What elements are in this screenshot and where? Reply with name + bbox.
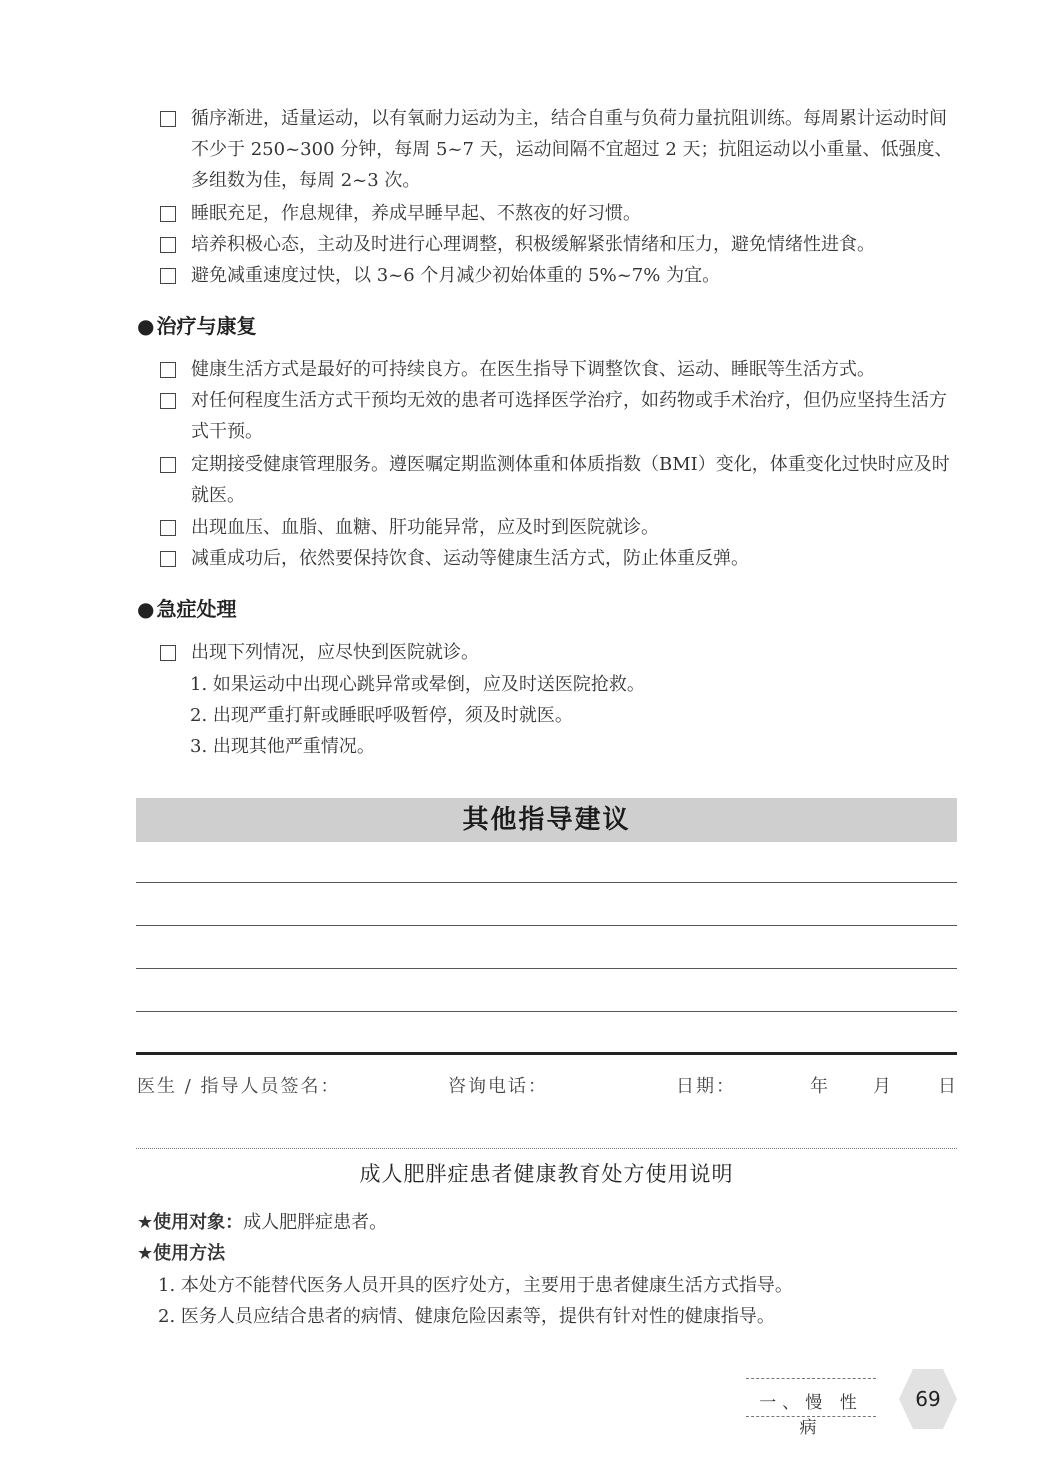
checkbox[interactable] [160, 393, 176, 409]
page-number: 69 [915, 1387, 941, 1411]
doctor-signature-label: 医生 / 指导人员签名： [137, 1076, 341, 1097]
checklist-text: 出现下列情况，应尽快到医院就诊。 [191, 642, 479, 663]
section-title: 急症处理 [156, 597, 237, 621]
other-advice-banner: 其他指导建议 [136, 798, 957, 842]
checklist-text: 健康生活方式是最好的可持续良方。在医生指导下调整饮食、运动、睡眠等生活方式。 [191, 359, 875, 380]
checklist-item [160, 198, 960, 229]
checkbox[interactable] [160, 362, 176, 378]
bullet-icon: ● [137, 314, 155, 338]
instructions-title: 成人肥胖症患者健康教育处方使用说明 [359, 1162, 734, 1186]
checklist-text: 定期接受健康管理服务。遵医嘱定期监测体重和体质指数（BMI）变化，体重变化过快时应及时就医。 [191, 454, 950, 506]
bullet-icon: ● [137, 597, 155, 621]
method-label: ★使用方法 [137, 1243, 226, 1264]
emergency-subitem: 3. 出现其他严重情况。 [190, 736, 375, 757]
checklist-item [160, 260, 960, 291]
emergency-subitem: 1. 如果运动中出现心跳异常或晕倒，应及时送医院抢救。 [190, 674, 645, 695]
checkbox[interactable] [160, 645, 176, 661]
divider [136, 1052, 957, 1055]
checklist-text: 对任何程度生活方式干预均无效的患者可选择医学治疗，如药物或手术治疗，但仍应坚持生活方式干预。 [191, 390, 947, 442]
day-label: 日 [938, 1076, 958, 1097]
writing-line[interactable] [136, 882, 957, 883]
checkbox[interactable] [160, 237, 176, 253]
phone-label: 咨询电话： [448, 1076, 548, 1097]
writing-line[interactable] [136, 925, 957, 926]
checklist-text: 避免减重速度过快，以 3~6 个月减少初始体重的 5%~7% 为宜。 [191, 265, 721, 286]
checklist-text: 睡眠充足，作息规律，养成早睡早起、不熬夜的好习惯。 [191, 203, 641, 224]
checklist-item [160, 229, 960, 260]
section-title: 治疗与康复 [156, 314, 257, 338]
checklist-text: 循序渐进，适量运动，以有氧耐力运动为主，结合自重与负荷力量抗阻训练。每周累计运动时间不少于 250~300 分钟，每周 5~7 天，运动间隔不宜超过 2 天；抗阻运动以小重量、低强度、多组数为佳，每周 2~3 次。 [191, 108, 953, 191]
checklist-item [160, 512, 960, 543]
checklist-text: 培养积极心态，主动及时进行心理调整，积极缓解紧张情绪和压力，避免情绪性进食。 [191, 234, 875, 255]
target-value: 成人肥胖症患者。 [243, 1212, 388, 1233]
checkbox[interactable] [160, 457, 176, 473]
chapter-text: 一、慢 性 病 [759, 1393, 863, 1438]
checkbox[interactable] [160, 111, 176, 127]
target-line [137, 1208, 387, 1234]
checklist-item [160, 449, 960, 511]
writing-line[interactable] [136, 968, 957, 969]
emergency-subitem: 2. 出现严重打鼾或睡眠呼吸暂停，须及时就医。 [190, 705, 573, 726]
method-item: 1. 本处方不能替代医务人员开具的医疗处方，主要用于患者健康生活方式指导。 [158, 1275, 793, 1296]
checkbox[interactable] [160, 551, 176, 567]
year-label: 年 [810, 1076, 830, 1097]
method-line [137, 1239, 225, 1265]
section-heading-treatment [137, 310, 256, 339]
section-heading-emergency [137, 593, 236, 622]
writing-line[interactable] [136, 1011, 957, 1012]
checkbox[interactable] [160, 206, 176, 222]
target-label: ★使用对象： [137, 1212, 244, 1233]
cut-line [136, 1148, 957, 1149]
checkbox[interactable] [160, 268, 176, 284]
checkbox[interactable] [160, 520, 176, 536]
checklist-item [160, 543, 960, 574]
month-label: 月 [873, 1076, 893, 1097]
checklist-item [160, 385, 960, 447]
method-item: 2. 医务人员应结合患者的病情、健康危险因素等，提供有针对性的健康指导。 [158, 1306, 775, 1327]
checklist-item [160, 354, 960, 385]
checklist-item [160, 637, 960, 668]
checklist-text: 出现血压、血脂、血糖、肝功能异常，应及时到医院就诊。 [191, 517, 659, 538]
date-label: 日期： [676, 1076, 736, 1097]
checklist-item [160, 103, 960, 196]
chapter-label [746, 1378, 876, 1438]
checklist-text: 减重成功后，依然要保持饮食、运动等健康生活方式，防止体重反弹。 [191, 548, 749, 569]
